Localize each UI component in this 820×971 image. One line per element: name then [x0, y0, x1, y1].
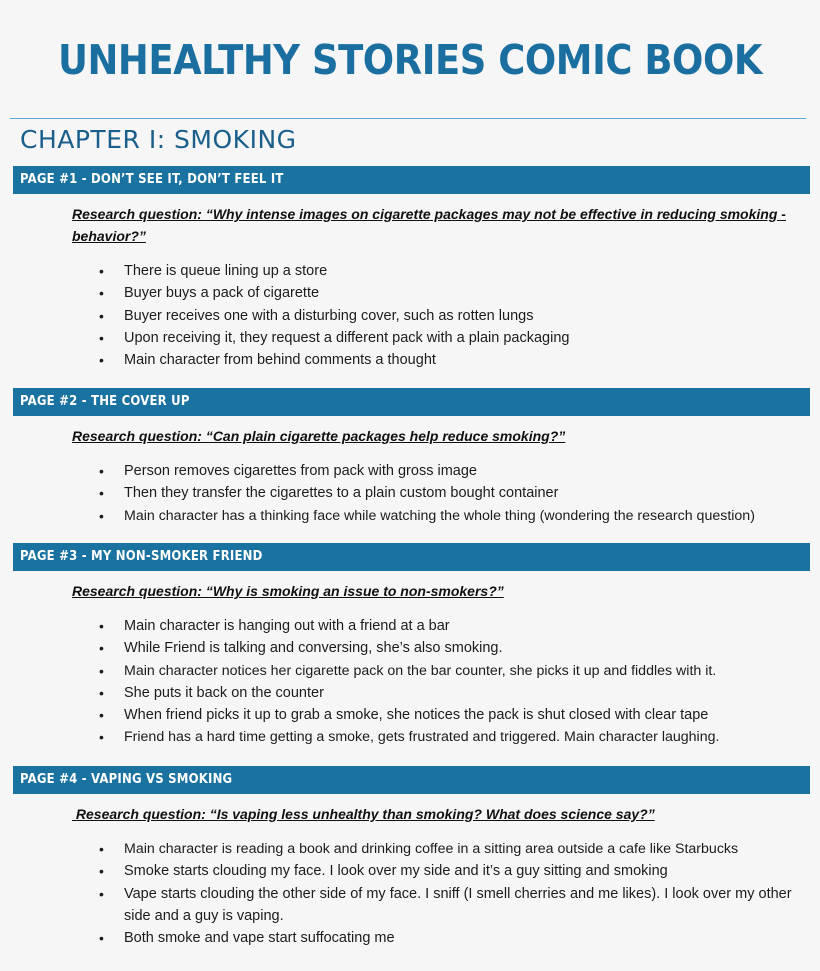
section-header: PAGE #4 - VAPING VS SMOKING — [13, 766, 810, 794]
bullet-icon: • — [99, 263, 104, 279]
title-divider — [10, 118, 806, 119]
research-question: Research question: “Why is smoking an issue to non-smokers?” — [72, 583, 504, 599]
section-header: PAGE #2 - THE COVER UP — [13, 388, 810, 416]
list-item: • There is queue lining up a store — [0, 260, 810, 282]
bullet-icon: • — [99, 352, 104, 369]
research-question: Research question: “Is vaping less unhealthy than smoking? What does science say?” — [72, 806, 655, 822]
bullet-icon: • — [99, 507, 104, 524]
section-header: PAGE #1 - DON’T SEE IT, DON’T FEEL IT — [13, 166, 810, 194]
section-header: PAGE #3 - MY NON-SMOKER FRIEND — [13, 543, 810, 571]
page-section-4 — [0, 766, 820, 949]
bullet-icon: • — [99, 662, 104, 679]
list-item: • She puts it back on the counter — [0, 682, 810, 704]
page-section-2 — [0, 388, 820, 527]
bullet-icon: • — [99, 885, 104, 902]
list-item: • Main character notices her cigarette pack on the bar counter, she picks it up and fiddles with it. — [0, 660, 810, 682]
list-item: • Upon receiving it, they request a different pack with a plain packaging — [0, 327, 810, 349]
list-item: • Main character is reading a book and drinking coffee in a sitting area outside a cafe like Starbucks — [0, 838, 810, 860]
bullet-icon: • — [99, 463, 104, 479]
research-question: Research question: “Can plain cigarette packages help reduce smoking?” — [72, 428, 566, 444]
bullet-list — [0, 460, 820, 527]
bullet-list — [0, 615, 820, 749]
bullet-icon: • — [99, 841, 104, 857]
bullet-icon: • — [99, 640, 104, 657]
list-item: • While Friend is talking and conversing, she’s also smoking. — [0, 637, 810, 659]
bullet-icon: • — [99, 684, 104, 701]
bullet-icon: • — [99, 329, 104, 346]
bullet-icon: • — [99, 863, 104, 880]
list-item: • Main character from behind comments a thought — [0, 349, 810, 371]
list-item: • Vape starts clouding the other side of my face. I sniff (I smell cherries and me likes). I look over my other side and a guy is vaping. — [0, 883, 810, 928]
list-item: • Then they transfer the cigarettes to a plain custom bought container — [0, 482, 810, 504]
bullet-list — [0, 838, 820, 949]
bullet-list — [0, 260, 820, 371]
page-section-3 — [0, 543, 820, 749]
bullet-icon: • — [99, 930, 104, 947]
list-item: • Main character is hanging out with a friend at a bar — [0, 615, 810, 637]
bullet-icon: • — [99, 618, 104, 634]
document-title: UNHEALTHY STORIES COMIC BOOK — [57, 36, 763, 84]
list-item: • Buyer receives one with a disturbing cover, such as rotten lungs — [0, 305, 810, 327]
list-item: • Main character has a thinking face while watching the whole thing (wondering the research question) — [0, 505, 820, 527]
list-item: • Both smoke and vape start suffocating me — [0, 927, 810, 949]
research-question: Research question: “Why intense images on cigarette packages may not be effective in reducing smoking - behavior?” — [72, 206, 786, 244]
bullet-icon: • — [99, 285, 104, 302]
list-item: • Smoke starts clouding my face. I look over my side and it’s a guy sitting and smoking — [0, 860, 810, 882]
bullet-icon: • — [99, 707, 104, 724]
list-item: • Person removes cigarettes from pack with gross image — [0, 460, 810, 482]
page-section-1 — [0, 166, 820, 371]
bullet-icon: • — [99, 307, 104, 324]
bullet-icon: • — [99, 485, 104, 502]
bullet-icon: • — [99, 729, 104, 746]
list-item: • When friend picks it up to grab a smoke, she notices the pack is shut closed with clear tape — [0, 704, 810, 726]
list-item: • Buyer buys a pack of cigarette — [0, 282, 810, 304]
chapter-title: CHAPTER I: SMOKING — [20, 125, 297, 154]
list-item: • Friend has a hard time getting a smoke, gets frustrated and triggered. Main character laughing. — [0, 726, 810, 748]
